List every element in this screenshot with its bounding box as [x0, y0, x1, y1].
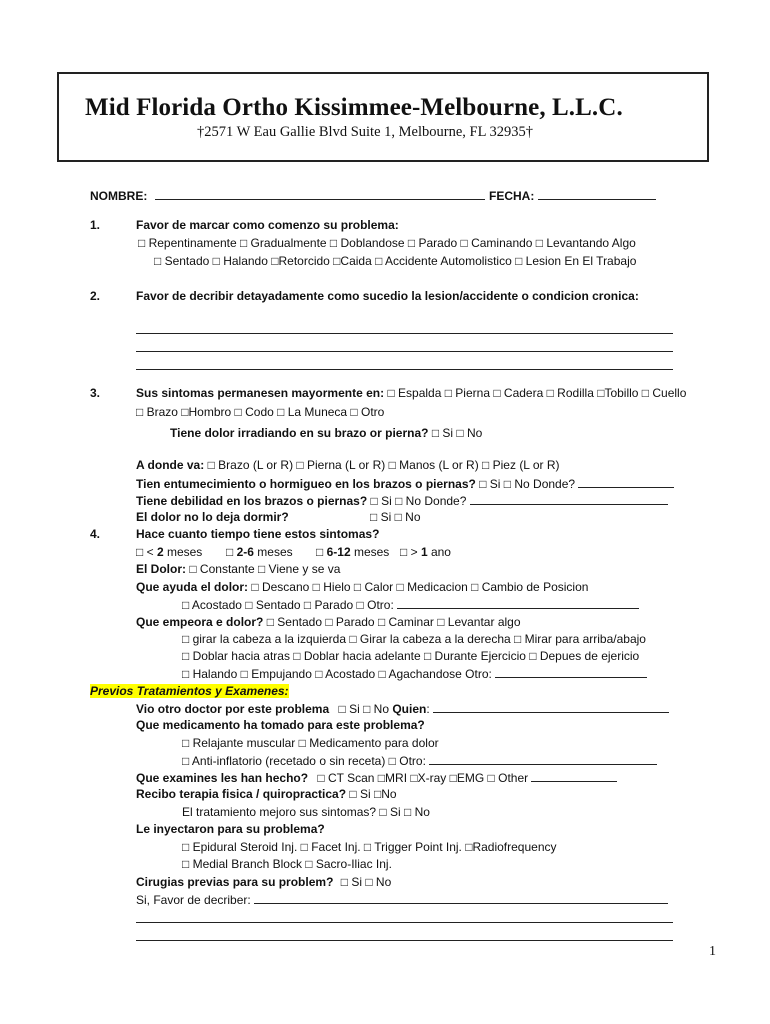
duration-option-4[interactable]: □ > 1 ano: [400, 545, 451, 559]
numbness-where-field[interactable]: [578, 476, 674, 488]
name-field[interactable]: [155, 188, 485, 200]
q1-label: Favor de marcar como comenzo su problema:: [136, 218, 399, 232]
q1-options-line2[interactable]: □ Sentado □ Halando □Retorcido □Caida □ Accidente Automolistico □ Lesion En El Trabajo: [154, 254, 637, 268]
name-row: [90, 188, 485, 204]
worse-row: [136, 615, 521, 630]
meds-row2: [182, 753, 657, 769]
pt-row: [136, 787, 397, 802]
q3-label: Sus sintomas permanesen mayormente en:: [136, 386, 385, 400]
worse-options-line1[interactable]: □ Sentado □ Parado □ Caminar □ Levantar algo: [266, 615, 521, 629]
worse-options-line3[interactable]: □ Doblar hacia atras □ Doblar hacia adelante □ Durante Ejercicio □ Depues de ejericio: [182, 649, 640, 663]
pain-type-row: [136, 562, 340, 577]
worse-label: Que empeora e dolor?: [136, 615, 264, 629]
helps-label: Que ayuda el dolor:: [136, 580, 249, 594]
worse-options-line2[interactable]: □ girar la cabeza a la izquierda □ Girar la cabeza a la derecha □ Mirar para arriba/abajo: [182, 632, 646, 646]
weakness-row: [136, 493, 668, 509]
where-row: [136, 458, 560, 473]
q3-row1: [136, 386, 686, 401]
q2-answer-line[interactable]: [136, 369, 673, 370]
numbness-row: [136, 476, 674, 492]
exams-options[interactable]: □ CT Scan □MRI □X-ray □EMG □ Other: [317, 771, 529, 785]
exams-label: Que examines les han hecho?: [136, 771, 309, 785]
clinic-address: †2571 W Eau Gallie Blvd Suite 1, Melbourne, FL 32935†: [197, 124, 534, 140]
describe-label: Si, Favor de decriber:: [136, 893, 251, 907]
q2-answer-line[interactable]: [136, 351, 673, 352]
helps-options-line2[interactable]: □ Acostado □ Sentado □ Parado □ Otro:: [182, 598, 394, 612]
pt-label: Recibo terapia fisica / quiropractica?: [136, 787, 347, 801]
numbness-label: Tien entumecimiento o hormigueo en los brazos o piernas?: [136, 477, 476, 491]
surgery-row: [136, 875, 391, 890]
q1-options-line1[interactable]: □ Repentinamente □ Gradualmente □ Doblandose □ Parado □ Caminando □ Levantando Algo: [138, 236, 636, 250]
pt-improve-row[interactable]: El tratamiento mejoro sus sintomas? □ Si □ No: [182, 805, 430, 819]
injection-options-line1[interactable]: □ Epidural Steroid Inj. □ Facet Inj. □ Trigger Point Inj. □Radiofrequency: [182, 840, 557, 854]
meds-label: Que medicamento ha tomado para este problema?: [136, 718, 425, 732]
worse-other-field[interactable]: [495, 666, 647, 678]
radiating-label: Tiene dolor irradiando en su brazo or pierna?: [170, 426, 429, 440]
radiating-options[interactable]: □ Si □ No: [431, 426, 483, 440]
numbness-options[interactable]: □ Si □ No Donde?: [479, 477, 576, 491]
letterhead-box: [57, 72, 709, 162]
previous-treatments-heading: Previos Tratamientos y Examenes:: [90, 684, 289, 698]
doctor-row: Vio otro doctor por este problema □ Si □ No Quien:: [136, 701, 669, 717]
doctor-who-label: Quien: [392, 702, 427, 716]
q4-label: Hace cuanto tiempo tiene estos sintomas?: [136, 527, 380, 541]
q1-number: 1.: [90, 218, 101, 232]
name-label: NOMBRE:: [90, 189, 148, 203]
weakness-options[interactable]: □ Si □ No Donde?: [370, 494, 467, 508]
q3-number: 3.: [90, 386, 101, 400]
doctor-who-field[interactable]: [433, 701, 669, 713]
q3-options-line2[interactable]: □ Brazo □Hombro □ Codo □ La Muneca □ Otro: [136, 405, 385, 419]
pt-options[interactable]: □ Si □No: [349, 787, 397, 801]
meds-options-line1[interactable]: □ Relajante muscular □ Medicamento para dolor: [182, 736, 439, 750]
q3-options-line1[interactable]: □ Espalda □ Pierna □ Cadera □ Rodilla □Tobillo □ Cuello: [387, 386, 687, 400]
doctor-label: Vio otro doctor por este problema: [136, 702, 330, 716]
weakness-where-field[interactable]: [470, 493, 668, 505]
exams-row: [136, 770, 617, 786]
surgery-label: Cirugias previas para su problem?: [136, 875, 334, 889]
q4-number: 4.: [90, 527, 101, 541]
page-number: 1: [709, 944, 716, 959]
describe-answer-line[interactable]: [136, 922, 673, 923]
describe-row: [136, 892, 668, 908]
q2-number: 2.: [90, 289, 101, 303]
exams-other-field[interactable]: [531, 770, 617, 782]
where-options[interactable]: □ Brazo (L or R) □ Pierna (L or R) □ Manos (L or R) □ Piez (L or R): [207, 458, 560, 472]
duration-option-2[interactable]: □ 2-6 meses: [226, 545, 293, 559]
where-label: A donde va:: [136, 458, 205, 472]
meds-options-line2[interactable]: □ Anti-inflatorio (recetado o sin receta) □ Otro:: [182, 754, 426, 768]
q2-answer-line[interactable]: [136, 333, 673, 334]
weakness-label: Tiene debilidad en los brazos o piernas?: [136, 494, 368, 508]
sleep-options[interactable]: □ Si □ No: [370, 510, 421, 524]
doctor-options[interactable]: □ Si □ No: [338, 702, 393, 716]
describe-answer-line[interactable]: [136, 940, 673, 941]
duration-option-3[interactable]: □ 6-12 meses: [316, 545, 390, 559]
worse-options-line4[interactable]: □ Halando □ Empujando □ Acostado □ Agachandose Otro:: [182, 667, 492, 681]
worse-row4: [182, 666, 647, 682]
injection-label: Le inyectaron para su problema?: [136, 822, 325, 836]
clinic-name: Mid Florida Ortho Kissimmee-Melbourne, L.L.C.: [85, 94, 623, 121]
pain-type-options[interactable]: □ Constante □ Viene y se va: [189, 562, 341, 576]
helps-other-field[interactable]: [397, 597, 639, 609]
helps-row2: [182, 597, 639, 613]
duration-option-1[interactable]: □ < 2 meses: [136, 545, 203, 559]
date-row: [489, 188, 656, 204]
surgery-options[interactable]: □ Si □ No: [340, 875, 392, 889]
pain-type-label: El Dolor:: [136, 562, 186, 576]
meds-other-field[interactable]: [429, 753, 657, 765]
q2-label: Favor de decribir detayadamente como sucedio la lesion/accidente o condicion cronica:: [136, 289, 639, 303]
date-label: FECHA:: [489, 189, 535, 203]
injection-options-line2[interactable]: □ Medial Branch Block □ Sacro-Iliac Inj.: [182, 857, 392, 871]
radiating-row: [170, 426, 482, 441]
helps-row: [136, 580, 588, 595]
helps-options-line1[interactable]: □ Descano □ Hielo □ Calor □ Medicacion □ Cambio de Posicion: [251, 580, 589, 594]
date-field[interactable]: [538, 188, 656, 200]
describe-field[interactable]: [254, 892, 668, 904]
sleep-label: El dolor no lo deja dormir?: [136, 510, 289, 524]
